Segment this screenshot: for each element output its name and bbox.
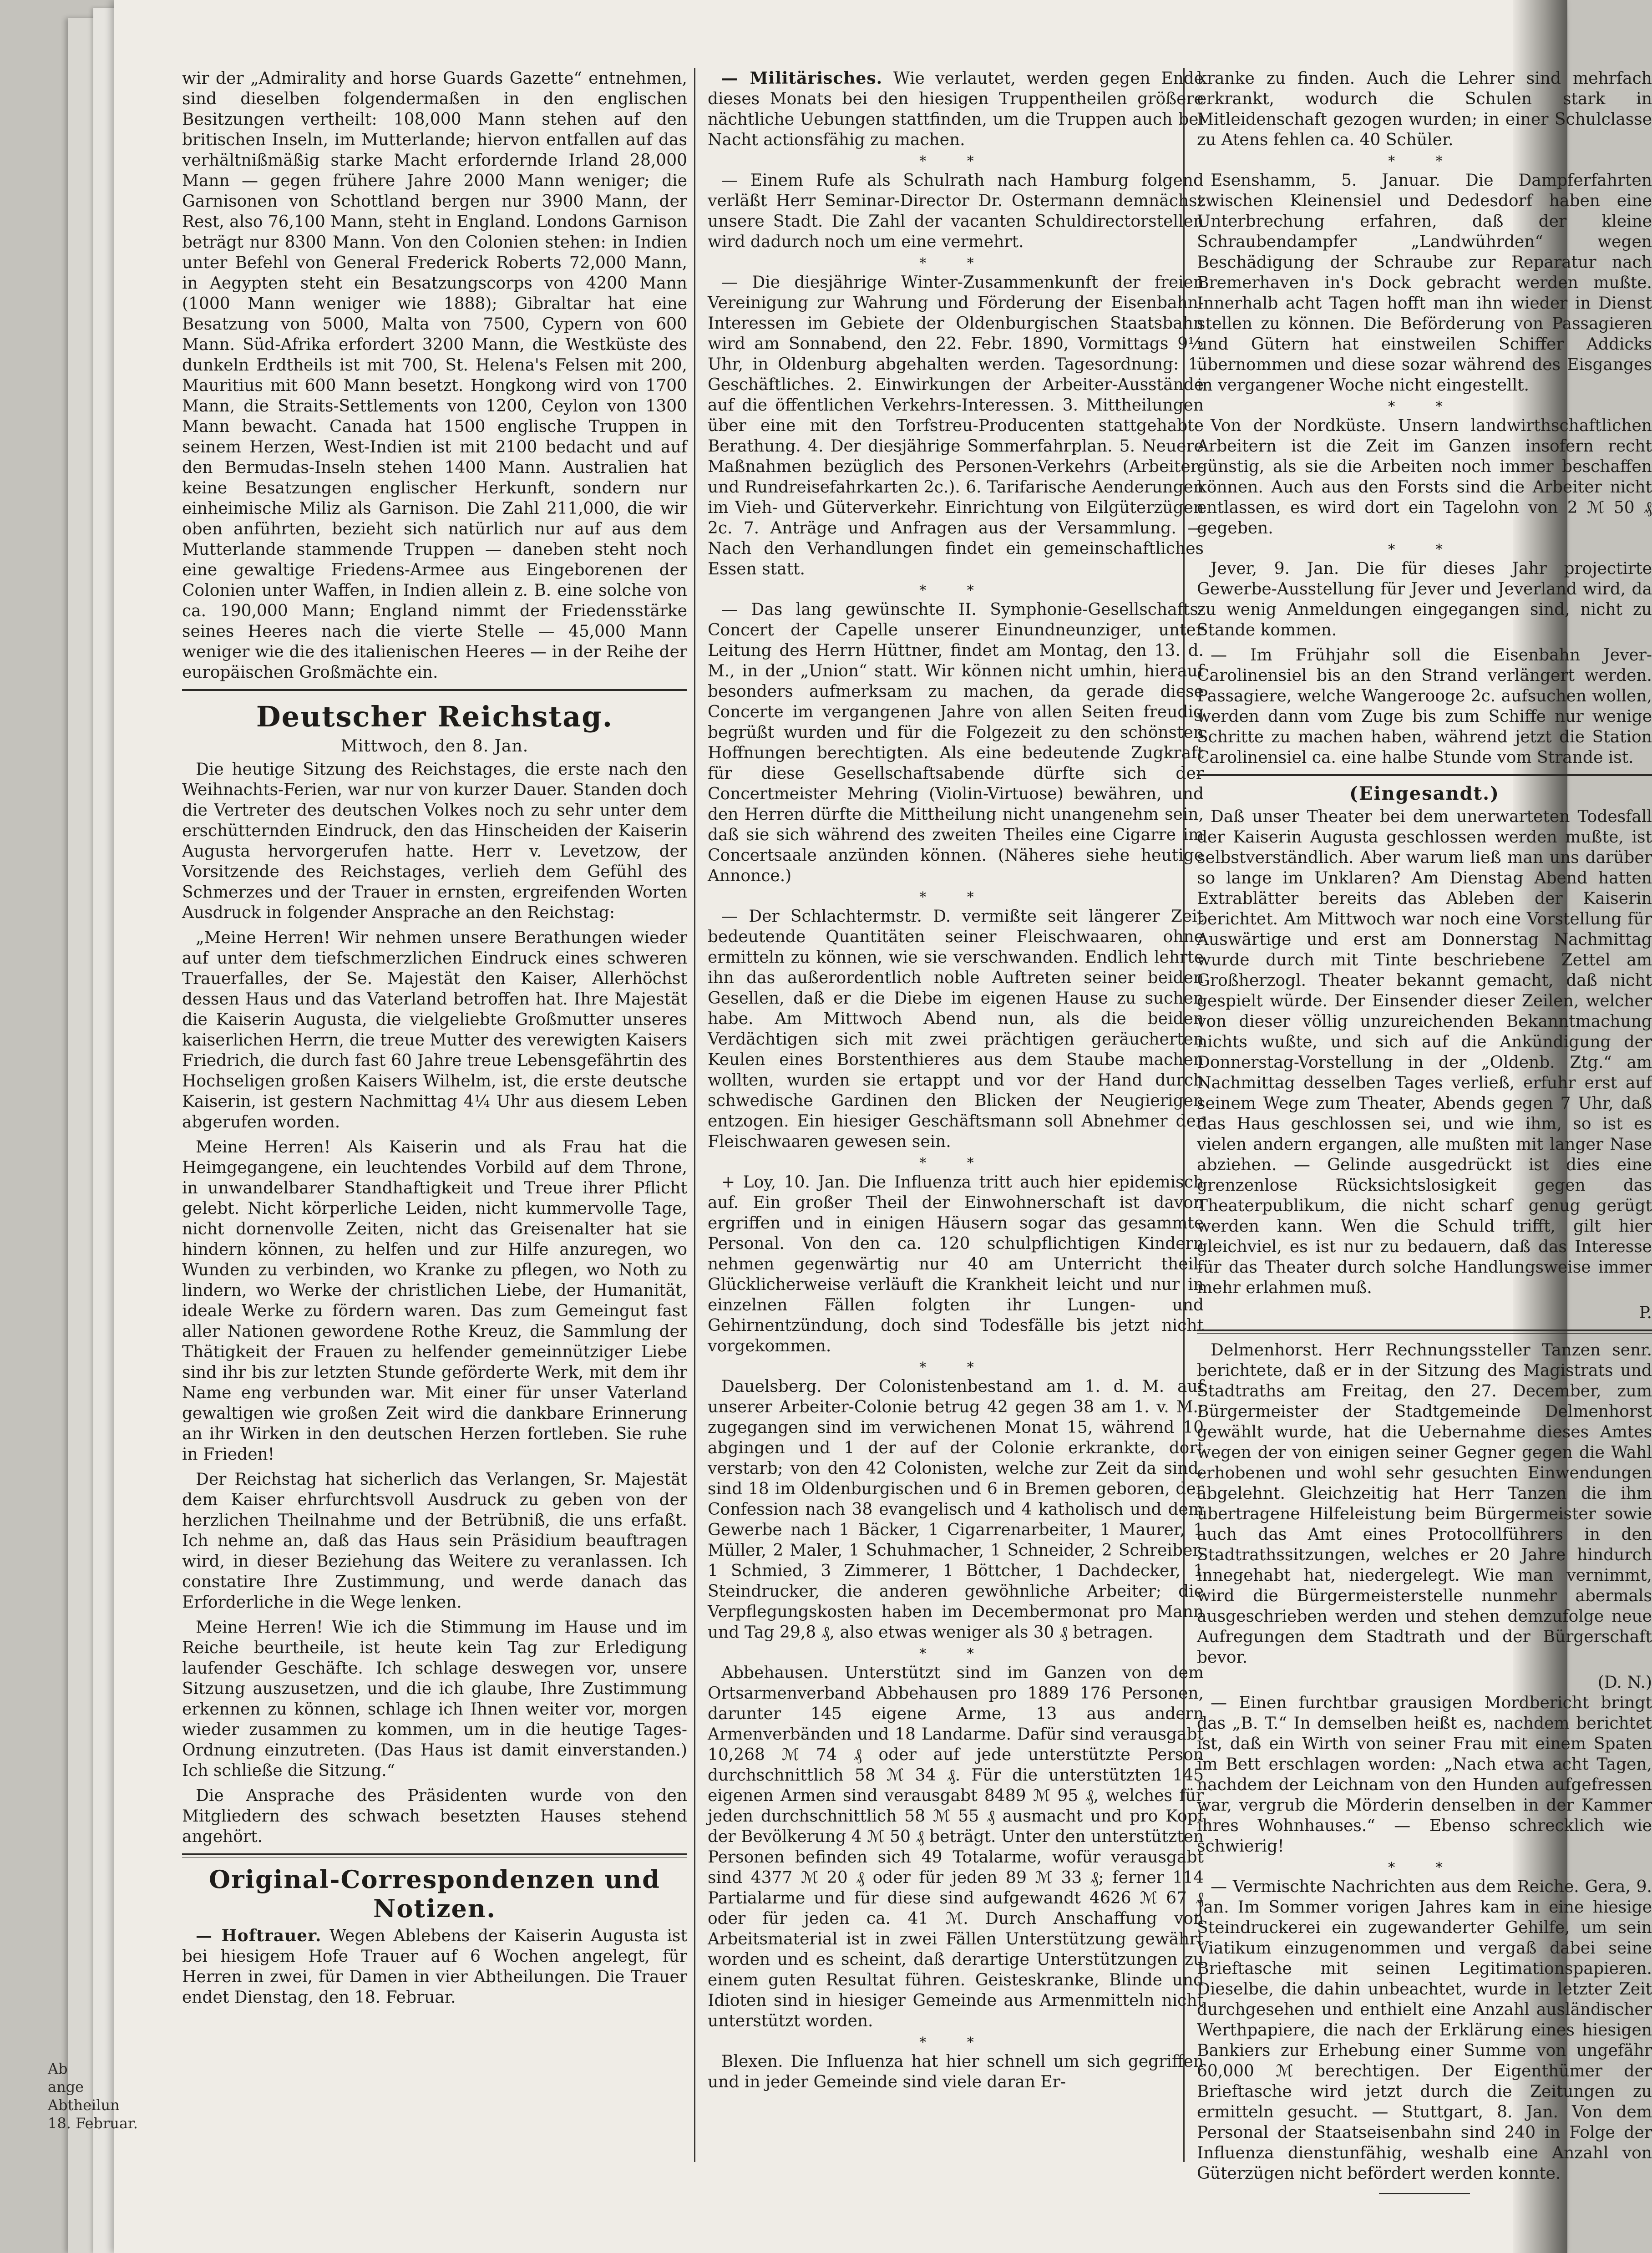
section-divider xyxy=(1197,774,1652,776)
separator-stars: * * xyxy=(919,255,992,271)
eingesandt-heading: (Eingesandt.) xyxy=(1349,783,1500,804)
news-paragraph: kranke zu finden. Auch die Lehrer sind mehrfach erkrankt, wodurch die Schulen stark in Mitleidenschaft gezogen wurden; in einer Schulclasse zu Atens fehlen ca. 40 Schüler. xyxy=(1197,69,1652,149)
separator-stars: * * xyxy=(1388,1860,1461,1876)
hoftrauer-text: Wegen Ablebens der Kaiserin Augusta ist bei hiesigem Hofe Trauer auf 6 Wochen angelegt, für Herren in zwei, für Damen in vier Abtheilungen. Die Trauer endet Dienstag, den 18. Februar. xyxy=(182,1927,687,2007)
eingesandt-signature: P. xyxy=(1639,1304,1652,1322)
reichstag-dateline: Mittwoch, den 8. Jan. xyxy=(340,737,529,756)
news-paragraph: — Einen furchtbar grausigen Mordbericht bringt das „B. T.“ In demselben heißt es, nachdem berichtet ist, daß ein Wirth von seiner Frau mit einem Spaten im Bett erschlagen worden: „Nach etwa acht Tagen, nachdem der Leichnam von den Hunden aufgefressen war, vergrub die Mörderin denselben in der Kammer ihres Wohnhauses.“ — Ebenso schrecklich wie schwierig! xyxy=(1197,1694,1652,1856)
eingesandt-text: Daß unser Theater bei dem unerwarteten Todesfall der Kaiserin Augusta geschlossen werden mußte, ist selbstverständlich. Aber warum ließ man uns darüber so lange im Unklaren? Am Dienstag Abend hatten Extrablätter bereits das Ableben der Kaiserin berichtet. Am Mittwoch war noch eine Vorstellung für Auswärtige und erst am Donnerstag Nachmittag wurde durch mit Tinte beschriebene Zettel am Großherzogl. Theater bekannt gemacht, daß nicht gespielt würde. Der Einsender dieser Zeilen, welcher von dieser völlig unzureichenden Bekanntmachung nichts wußte, und sich auf die Ankündigung der Donnerstag-Vorstellung in der „Oldenb. Ztg.“ am Nachmittag desselben Tages verließ, erfuhr erst auf seinem Wege zum Theater, Abends gegen 7 Uhr, daß das Haus geschlossen sei, und wie ihm, so ist es vielen andern ergangen, alle mußten mit langer Nase abziehen. — Gelinde ausgedrückt ist dies eine grenzenlose Rücksichtslosigkeit gegen das Theaterpublikum, die nicht scharf genug gerügt werden kann. Wen die Schuld trifft, gilt hier gleichviel, es ist nur zu bedauern, daß das Interesse für das Theater durch solche Handlungsweise immer mehr erlahmen muß. xyxy=(1197,807,1652,1297)
news-paragraph: Von der Nordküste. Unsern landwirthschaftlichen Arbeitern ist die Zeit im Ganzen insofern recht günstig, als sie die Arbeiten noch immer beschaffen können. Auch aus den Forsts sind die Arbeiter nicht entlassen, es wird dort ein Tagelohn von 2 ℳ 50 ₰ gegeben. xyxy=(1197,416,1652,538)
separator-stars: * * xyxy=(919,1360,992,1375)
fragment-line: 18. Februar. xyxy=(48,2115,138,2132)
reichstag-paragraph: „Meine Herren! Wir nehmen unsere Berathungen wieder auf unter dem tiefschmerzlichen Eindruck eines schweren Trauerfalles, der Se. Majestät den Kaiser, Allerhöchst dessen Haus und das Vaterland betroffen hat. Ihre Majestät die Kaiserin Augusta, die vielgeliebte Großmutter unseres kaiserlichen Herrn, die treue Mutter des verewigten Kaisers Friedrich, die durch fast 60 Jahre treue Lebensgefährtin des Hochseligen großen Kaisers Wilhelm, ist, die erste deutsche Kaiserin, ist gestern Nachmittag 4¼ Uhr aus diesem Leben abgerufen worden. xyxy=(182,929,687,1132)
underlying-page-fragment xyxy=(48,2060,138,2132)
column-2 xyxy=(708,68,1204,2097)
correspondence-heading: Original-Correspondenzen und Notizen. xyxy=(209,1865,660,1923)
militaer-keyword: — Militärisches. xyxy=(721,69,883,88)
reichstag-paragraph: Meine Herren! Wie ich die Stimmung im Hause und im Reiche beurtheile, ist heute kein Tag zur Erledigung laufender Geschäfte. Ich schlage deswegen vor, unsere Sitzung auszusetzen, und die ich glaube, Ihre Zustimmung erkennen zu können, schlage ich Ihnen weiter vor, morgen wieder zusammen zu kommen, um in die heutige Tages-Ordnung einzutreten. (Das Haus ist damit einverstanden.) Ich schließe die Sitzung.“ xyxy=(182,1618,687,1780)
column-3 xyxy=(1197,68,1652,2203)
column-1 xyxy=(182,68,687,2217)
news-paragraph: Jever, 9. Jan. Die für dieses Jahr projectirte Gewerbe-Ausstellung für Jever und Jeverland wird, da zu wenig Anmeldungen eingegangen sind, nicht zu Stande kommen. xyxy=(1197,559,1652,639)
news-paragraph: — Einem Rufe als Schulrath nach Hamburg folgend verläßt Herr Seminar-Director Dr. Ostermann demnächst unsere Stadt. Die Zahl der vacanten Schuldirectorstellen wird dadurch noch um eine vermehrt. xyxy=(708,171,1204,251)
news-paragraph: + Loy, 10. Jan. Die Influenza tritt auch hier epidemisch auf. Ein großer Theil der Einwohnerschaft ist davon ergriffen und in einigen Häusern sogar das gesammte Personal. Von den ca. 120 schulpflichtigen Kindern nehmen gegenwärtig nur 40 am Unterricht theil. Glücklicherweise verläuft die Krankheit leicht und nur in einzelnen Fällen folgten ihr Lungen- und Gehirnentzündung, doch sind Todesfälle bis jetzt nicht vorgekommen. xyxy=(708,1173,1204,1355)
news-paragraph: Abbehausen. Unterstützt sind im Ganzen von dem Ortsarmenverband Abbehausen pro 1889 176 Personen, darunter 145 eigene Arme, 13 aus andern Armenverbänden und 18 Landarme. Dafür sind verausgabt 10,268 ℳ 74 ₰ oder auf jede unterstützte Person durchschnittlich 58 ℳ 34 ₰. Für die unterstützten 145 eigenen Armen sind verausgabt 8489 ℳ 95 ₰, welches für jeden durchschnittlich 58 ℳ 55 ₰ ausmacht und pro Kopf der Bevölkerung 4 ℳ 50 ₰ beträgt. Unter den unterstützten Personen befinden sich 49 Totalarme, wofür verausgabt sind 4377 ℳ 20 ₰ oder für jeden 89 ℳ 33 ₰; ferner 114 Partialarme und für diese sind aufgewandt 4626 ℳ 67 ₰ oder für jeden ca. 41 ℳ. Durch Anschaffung von Arbeitsmaterial ist in zwei Fällen Unterstützung gewährt worden und es scheint, daß derartige Unterstützungen zu einem guten Resultat führen. Geisteskranke, Blinde und Idioten sind in hiesiger Gemeinde aus Armenmitteln nicht unterstützt worden. xyxy=(708,1664,1204,2030)
reichstag-paragraph: Meine Herren! Als Kaiserin und als Frau hat die Heimgegangene, ein leuchtendes Vorbild auf dem Throne, in unwandelbarer Standhaftigkeit und Treue ihrer Pflicht gelebt. Nicht körperliche Leiden, nicht kummervolle Tage, nicht dornenvolle Zeiten, nicht das Greisenalter hat sie hindern können, zu helfen und zur Hilfe anzuregen, wo Wunden zu verbinden, wo Kranke zu pflegen, wo Noth zu lindern, wo Werke der christlichen Liebe, der Humanität, ideale Werke zu fördern waren. Das zum Gemeingut fast aller Nationen gewordene Rothe Kreuz, die Sammlung der Thätigkeit der Frauen zu helfender gemeinnütziger Liebe sind ihr bis zur letzten Stunde geförderte Werk, mit dem ihr Name eng verbunden war. Mit einer für unser Vaterland gewaltigen wie großen Zeit wird die dankbare Erinnerung an ihr Wirken in den deutschen Herzen fortleben. Sie ruhe in Frieden! xyxy=(182,1138,687,1464)
news-paragraph: Dauelsberg. Der Colonistenbestand am 1. d. M. auf unserer Arbeiter-Colonie betrug 42 gegen 38 am 1. v. M.; zugegangen sind im verwichenen Monat 15, während 10 abgingen und 1 der auf der Colonie erkrankte, dort verstarb; von den 42 Colonisten, welche zur Zeit da sind, sind 18 im Oldenburgischen und 6 in Bremen geboren, der Confession nach 38 evangelisch und 4 katholisch und dem Gewerbe nach 1 Bäcker, 1 Cigarrenarbeiter, 1 Maurer, 1 Müller, 2 Maler, 1 Schuhmacher, 1 Schneider, 2 Schreiber, 1 Schmied, 3 Zimmerer, 1 Böttcher, 1 Dachdecker, 1 Steindrucker, die anderen gewöhnliche Arbeiter; die Verpflegungskosten haben im Decembermonat pro Mann und Tag 29,8 ₰, also etwas weniger als 30 ₰ betragen. xyxy=(708,1377,1204,1642)
hoftrauer-keyword: — Hoftrauer. xyxy=(196,1926,322,1945)
column-rule-1 xyxy=(694,68,695,2162)
fragment-line: Abtheilun xyxy=(48,2096,120,2114)
fragment-line: ange xyxy=(48,2078,84,2096)
reichstag-heading: Deutscher Reichstag. xyxy=(256,700,613,733)
separator-stars: * * xyxy=(919,2035,992,2050)
separator-stars: * * xyxy=(1388,153,1461,169)
news-paragraph: Delmenhorst. Herr Rechnungssteller Tanzen senr. berichtete, daß er in der Sitzung des Magistrats und Stadtraths am Freitag, den 27. December, zum Bürgermeister der Stadtgemeinde Delmenhorst gewählt wurde, hat die Uebernahme dieses Amtes wegen der von einigen seiner Gegner gegen die Wahl erhobenen und wohl sehr gesuchten Einwendungen abgelehnt. Gleichzeitig hat Herr Tanzen die ihm übertragene Hilfeleistung beim Bürgermeister sowie auch das Amt eines Protocollführers in den Stadtrathssitzungen, welches er 20 Jahre hindurch innegehabt hat, niedergelegt. Wie man vernimmt, wird die Bürgermeisterstelle nunmehr abermals ausgeschrieben werden und stehen demzufolge neue Aufregungen dem Stadtrath und der Bürgerschaft bevor. xyxy=(1197,1341,1652,1667)
news-paragraph: — Vermischte Nachrichten aus dem Reiche. Gera, 9. Jan. Im Sommer vorigen Jahres kam in eine hiesige Steindruckerei ein zugewanderter Gehilfe, um sein Viatikum einzugenommen und vergaß dabei seine Brieftasche mit seinen Legitimationspapieren. Dieselbe, die dahin unbeachtet, wurde in letzter Zeit durchgesehen und enthielt eine Anzahl ausländischer Werthpapiere, die nach der Erklärung eines hiesigen Bankiers zur Erhebung einer Summe von ungefähr 60,000 ℳ berechtigen. Der Eigenthümer der Brieftasche wird jetzt durch die Zeitungen zu ermitteln gesucht. — Stuttgart, 8. Jan. Von dem Personal der Staatseisenbahn sind 240 in Folge der Influenza dienstunfähig, weshalb eine Anzahl von Güterzügen nicht befördert werden konnte. xyxy=(1197,1878,1652,2183)
separator-stars: * * xyxy=(1388,399,1461,415)
separator-stars: * * xyxy=(919,1155,992,1171)
article-army-stats: wir der „Admirality and horse Guards Gazette“ entnehmen, sind dieselben folgendermaßen in den englischen Besitzungen vertheilt: 108,000 Mann stehen auf den britischen Inseln, im Mutterlande; hiervon entfallen auf das verhältnißmäßig starke Macht erfordernde Irland 28,000 Mann — gegen frühere Jahre 2000 Mann weniger; die Garnisonen von Schottland bergen nur 3900 Mann, der Rest, also 76,100 Mann, steht in England. Londons Garnison beträgt nur 8300 Mann. Von den Colonien stehen: in Indien unter Befehl von General Frederick Roberts 72,000 Mann, in Aegypten steht ein Besatzungscorps von 4200 Mann (1000 Mann weniger wie 1888); Gibraltar hat eine Besatzung von 5000, Malta von 7500, Cypern von 600 Mann. Süd-Afrika erfordert 3200 Mann, die Westküste des dunkeln Erdtheils ist mit 700, St. Helena's Felsen mit 200, Mauritius mit 600 Mann besetzt. Hongkong wird von 1700 Mann, die Straits-Settlements von 1200, Ceylon von 1300 Mann bewacht. Canada hat 1500 englische Truppen in seinem Herzen, West-Indien ist mit 2100 bedacht und auf den Bermudas-Inseln stehen 1400 Mann. Australien hat keine Besatzungen englischer Herkunft, sondern nur einheimische Miliz als Garnison. Die Zahl 211,000, die wir oben anführten, bezieht sich natürlich nur auf aus dem Mutterlande stammende Truppen — daneben steht noch eine gewaltige Friedens-Armee aus Eingeborenen der Colonien unter Waffen, in Indien allein z. B. eine solche von ca. 190,000 Mann; England nimmt der Friedensstärke seines Heeres nach die vierte Stelle — 45,000 Mann weniger wie die des italienischen Heeres — in der Reihe der europäischen Großmächte ein. xyxy=(182,69,687,682)
militaer-text: Wie verlautet, werden gegen Ende dieses Monats bei den hiesigen Truppentheilen größere nächtliche Uebungen stattfinden, um die Truppen auch bei Nacht actionsfähig zu machen. xyxy=(708,69,1204,149)
separator-stars: * * xyxy=(1388,542,1461,558)
separator-stars: * * xyxy=(919,1646,992,1662)
reichstag-paragraph: Die Ansprache des Präsidenten wurde von den Mitgliedern des schwach besetzten Hauses stehend angehört. xyxy=(182,1786,687,1846)
section-divider xyxy=(182,689,687,693)
newspaper-page xyxy=(114,0,1652,2253)
news-paragraph: — Der Schlachtermstr. D. vermißte seit längerer Zeit bedeutende Quantitäten seiner Fleischwaaren, ohne ermitteln zu können, wie sie verschwanden. Endlich lehrte ihn das außerordentlich noble Auftreten seiner beiden Gesellen, daß er die Diebe im eigenen Hause zu suchen habe. Am Mittwoch Abend nun, als die beiden Verdächtigen sich mit zwei prächtigen geräucherten Keulen eines Borstenthieres aus dem Staube machen wollten, wurden sie ertappt und vor der Hand durch schwedische Gardinen den Blicken der Neugierigen entzogen. Ein hiesiger Geschäftsmann soll Abnehmer der Fleischwaaren gewesen sein. xyxy=(708,907,1204,1151)
reichstag-paragraph: Der Reichstag hat sicherlich das Verlangen, Sr. Majestät dem Kaiser ehrfurchtsvoll Ausdruck zu geben von der herzlichen Theilnahme und der Betrübniß, die uns erfaßt. Ich nehme an, daß das Haus sein Präsidium beauftragen wird, in dieser Beziehung das Weitere zu veranlassen. Ich constatire Ihre Zustimmung, und werde danach das Erforderliche in die Wege lenken. xyxy=(182,1470,687,1612)
news-paragraph: — Das lang gewünschte II. Symphonie-Gesellschafts-Concert der Capelle unserer Einundneunziger, unter Leitung des Herrn Hüttner, findet am Montag, den 13. d. M., in der „Union“ statt. Wir können nicht umhin, hierauf besonders aufmerksam zu machen, da gerade diese Concerte im vergangenen Jahre von allen Seiten freudig begrüßt wurden und für die Folgezeit zu den schönsten Hoffnungen berechtigten. Als eine bedeutende Zugkraft für diese Gesellschaftsabende dürfte sich der Concertmeister Mehring (Violin-Virtuose) bewähren, und den Herren dürfte die Mittheilung nicht unangenehm sein, daß sie sich während des zweiten Theiles eine Cigarre im Concertsaale anzünden können. (Näheres siehe heutige Annonce.) xyxy=(708,600,1204,885)
section-divider xyxy=(1197,1329,1652,1334)
separator-stars: * * xyxy=(919,889,992,905)
news-paragraph: Blexen. Die Influenza hat hier schnell um sich gegriffen und in jeder Gemeinde sind viele daran Er- xyxy=(708,2052,1204,2091)
section-divider xyxy=(182,1853,687,1857)
closing-rule xyxy=(1379,2193,1470,2194)
reichstag-paragraph: Die heutige Sitzung des Reichstages, die erste nach den Weihnachts-Ferien, war nur von kurzer Dauer. Standen doch die Vertreter des deutschen Volkes noch zu sehr unter dem erschütternden Eindruck, den das Hinscheiden der Kaiserin Augusta hervorgerufen hatte. Herr v. Levetzow, der Vorsitzende des Reichstages, verlieh dem Gefühl des Schmerzes und der Trauer in ernsten, ergreifenden Worten Ausdruck in folgender Ansprache an den Reichstag: xyxy=(182,760,687,922)
fragment-line: Ab xyxy=(48,2060,68,2077)
news-paragraph: Esenshamm, 5. Januar. Die Dampferfahrten zwischen Kleinensiel und Dedesdorf haben eine Unterbrechung erfahren, daß der kleine Schraubendampfer „Landwührden“ wegen Beschädigung der Schraube zur Reparatur nach Bremerhaven in's Dock gebracht werden mußte. Innerhalb acht Tagen hofft man ihn wieder in Dienst stellen zu können. Die Beförderung von Passagieren und Gütern hat einstweilen Schiffer Addicks übernommen und diese sozar während des Eisganges in vergangener Woche nicht eingestellt. xyxy=(1197,171,1652,395)
news-paragraph: — Die diesjährige Winter-Zusammenkunft der freien Vereinigung zur Wahrung und Förderung der Eisenbahn-Interessen im Gebiete der Oldenburgischen Staatsbahn wird am Sonnabend, den 22. Febr. 1890, Vormittags 9½ Uhr, in Oldenburg abgehalten werden. Tagesordnung: 1. Geschäftliches. 2. Einwirkungen der Arbeiter-Ausstände auf die öffentlichen Verkehrs-Interessen. 3. Mittheilungen über eine mit den Torfstreu-Producenten stattgehabte Berathung. 4. Der diesjährige Sommerfahrplan. 5. Neuere Maßnahmen bezüglich des Personen-Verkehrs (Arbeiter- und Rundreisefahrkarten 2c.). 6. Tarifarische Aenderungen im Vieh- und Güterverkehr. Einrichtung von Eilgüterzügen 2c. 7. Anträge und Anfragen aus der Versammlung. — Nach den Verhandlungen findet ein gemeinschaftliches Essen statt. xyxy=(708,273,1204,578)
delmenhorst-source: (D. N.) xyxy=(1597,1673,1652,1692)
news-paragraph: — Im Frühjahr soll die Eisenbahn Jever-Carolinensiel bis an den Strand verlängert werden. Passagiere, welche Wangerooge 2c. aufsuchen wollen, werden dann vom Zuge bis zum Schiffe nur wenige Schritte zu machen haben, während jetzt die Station Carolinensiel ca. eine halbe Stunde vom Strande ist. xyxy=(1197,646,1652,767)
separator-stars: * * xyxy=(919,153,992,169)
separator-stars: * * xyxy=(919,583,992,599)
